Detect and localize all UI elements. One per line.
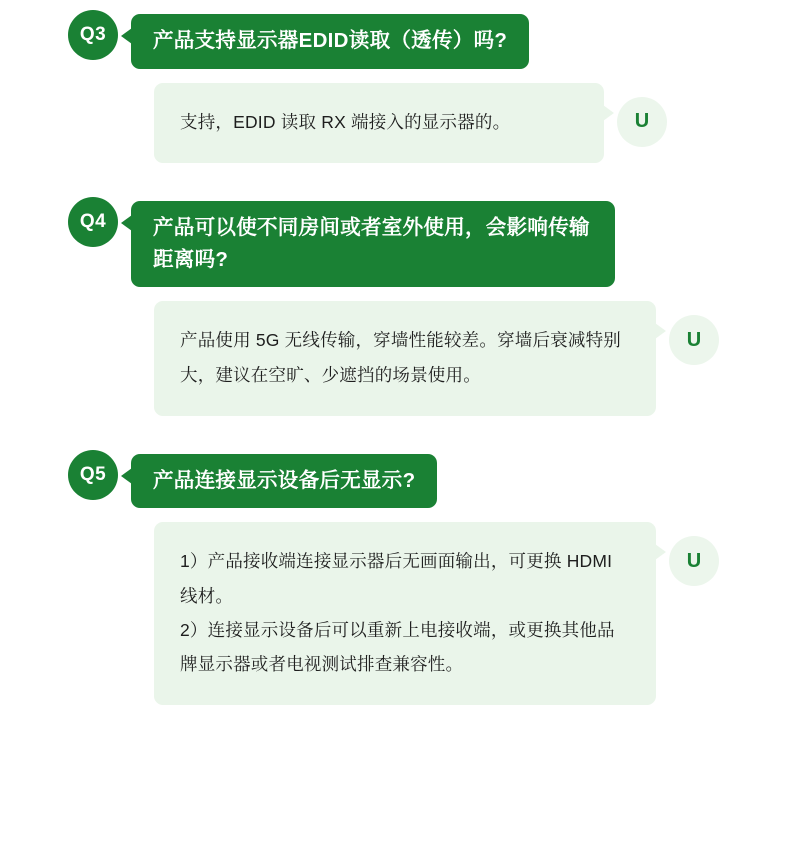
spacer: [0, 287, 790, 301]
question-bubble-wrap: [131, 14, 529, 69]
answer-text: [154, 301, 656, 415]
answer-bubble-wrap: [154, 522, 656, 705]
bubble-tail-icon: [655, 323, 666, 339]
question-bubble-wrap: [131, 454, 437, 509]
spacer: [0, 69, 790, 83]
spacer: [0, 163, 790, 197]
bubble-tail-icon: [121, 468, 132, 484]
answer-row: [0, 301, 790, 415]
answer-text: [154, 83, 604, 163]
question-badge: Q3: [68, 10, 118, 60]
faq-item-q4: [0, 197, 790, 416]
question-text: 产品连接显示设备后无显示?: [131, 454, 437, 509]
question-text: 产品支持显示器EDID读取（透传）吗?: [131, 14, 529, 69]
answer-text: [154, 522, 656, 705]
answer-line: 产品使用 5G 无线传输，穿墙性能较差。穿墙后衰减特别大，建议在空旷、少遮挡的场景使用。: [180, 330, 621, 385]
answer-bubble-wrap: [154, 301, 656, 415]
faq-item-q3: [0, 10, 790, 163]
answer-line: 支持，EDID 读取 RX 端接入的显示器的。: [180, 111, 511, 132]
bubble-tail-icon: [121, 215, 132, 231]
question-row: [0, 450, 790, 509]
question-text: 产品可以使不同房间或者室外使用，会影响传输距离吗?: [131, 201, 615, 288]
question-badge: Q5: [68, 450, 118, 500]
question-badge: Q4: [68, 197, 118, 247]
spacer: [0, 508, 790, 522]
bubble-tail-icon: [121, 28, 132, 44]
answer-line: 2）连接显示设备后可以重新上电接收端，或更换其他品牌显示器或者电视测试排查兼容性。: [180, 619, 615, 674]
answer-row: [0, 522, 790, 705]
question-row: [0, 10, 790, 69]
bubble-tail-icon: [655, 544, 666, 560]
spacer: [0, 416, 790, 450]
bubble-tail-icon: [603, 105, 614, 121]
answer-badge: U: [669, 315, 719, 365]
answer-badge: U: [669, 536, 719, 586]
answer-bubble-wrap: [154, 83, 604, 163]
faq-item-q5: [0, 450, 790, 705]
answer-badge: U: [617, 97, 667, 147]
answer-line: 1）产品接收端连接显示器后无画面输出，可更换 HDMI 线材。: [180, 551, 613, 606]
answer-row: [0, 83, 790, 163]
question-row: [0, 197, 790, 288]
top-spacer: [0, 0, 790, 10]
question-bubble-wrap: [131, 201, 615, 288]
